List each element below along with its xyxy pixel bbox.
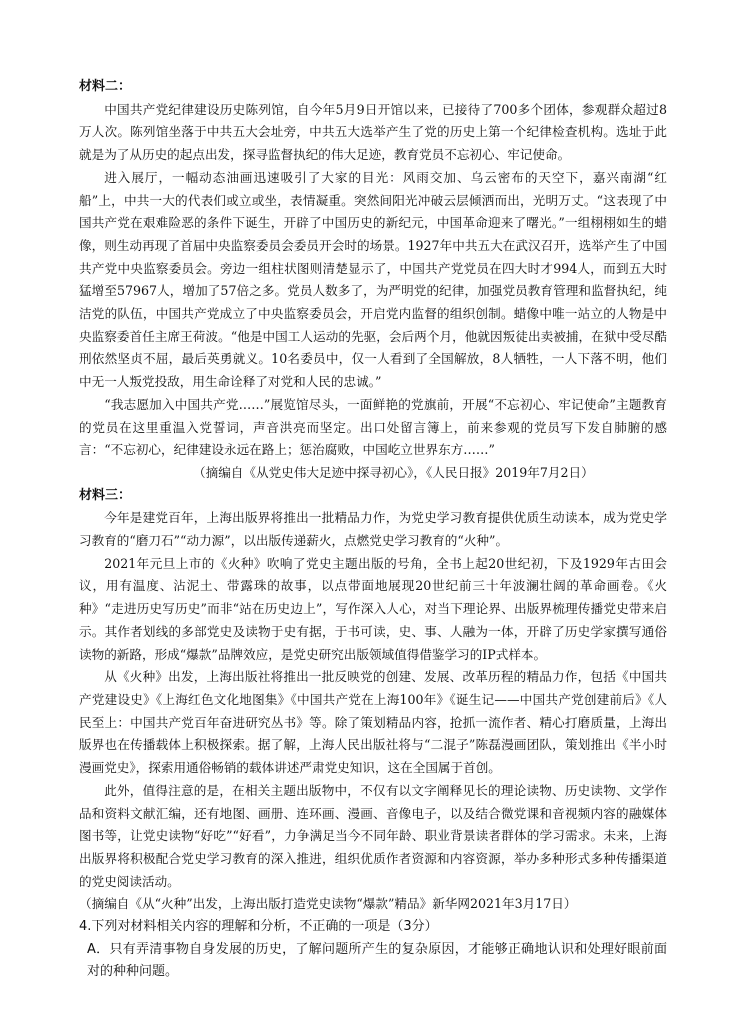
material-2-heading: 材料二：	[79, 79, 132, 94]
material-3-heading: 材料三：	[79, 487, 132, 503]
page-content	[79, 76, 667, 984]
question-option-a: A．只有弄清事物自身发展的历史，了解问题所产生的复杂原因，才能够正确地认识和处理好眼前面对的种种问题。	[87, 941, 667, 980]
material-3	[79, 485, 667, 916]
material-2-paragraph: 中国共产党纪律建设历史陈列馆，自今年5月9日开馆以来，已接待了700多个团体，参观群众超过8万人次。陈列馆坐落于中共五大会址旁，中共五大选举产生了党的历史上第一个纪律检查机构。选址于此就是为了从历史的起点出发，探寻监督执纪的伟大足迹，教育党员不忘初心、牢记使命。	[79, 101, 667, 163]
question-4	[79, 916, 667, 984]
material-2-paragraph: 进入展厅，一幅动态油画迅速吸引了大家的目光：风雨交加、乌云密布的天空下，嘉兴南湖“红船”上，中共一大的代表们或立或坐，表情凝重。突然间阳光冲破云层倾洒而出，光明万丈。“这表现了中国共产党在艰难险恶的条件下诞生，开辟了中国历史的新纪元，中国革命迎来了曙光。”一组栩栩如生的蜡像，则生动再现了首届中央监察委员会委员开会时的场景。1927年中共五大在武汉召开，选举产生了中国共产党中央监察委员会。旁边一组柱状图则清楚显示了，中国共产党党员在四大时才994人，而到五大时猛增至57967人，增加了57倍之多。党员人数多了，为严明党的纪律，加强党员教育管理和监督执纪，纯洁党的队伍，中国共产党成立了中央监察委员会，开启党内监督的组织创制。蜡像中唯一站立的人物是中央监察委首任主席王荷波。“他是中国工人运动的先驱，会后两个月，他就因叛徒出卖被捕，在狱中受尽酷刑依然坚贞不屈，最后英勇就义。10名委员中，仅一人看到了全国解放，8人牺牲，一人下落不明，他们中无一人叛党投敌，用生命诠释了对党和人民的忠诚。”	[79, 169, 667, 390]
material-3-paragraph: 2021年元旦上市的《火种》吹响了党史主题出版的号角，全书上起20世纪初，下及1929年古田会议，用有温度、沾泥土、带露珠的故事，以点带面地展现20世纪前三十年波澜壮阔的革命画卷。《火种》“走进历史写历史”而非“站在历史边上”，写作深入人心，对当下理论界、出版界梳理传播党史带来启示。其作者划线的多部党史及读物于史有据，于书可读，史、事、人融为一体，开辟了历史学家撰写通俗读物的新路，形成“爆款”品牌效应，是党史研究出版领域值得借鉴学习的IP式样本。	[79, 555, 667, 662]
material-3-paragraph: 今年是建党百年，上海出版界将推出一批精品力作，为党史学习教育提供优质生动读本，成为党史学习教育的“磨刀石”“动力源”，以出版传递薪火，点燃党史学习教育的“火种”。	[79, 510, 667, 549]
material-3-paragraph: 从《火种》出发，上海出版社将推出一批反映党的创建、发展、改革历程的精品力作，包括《中国共产党建设史》《上海红色文化地图集》《中国共产党在上海100年》《诞生记——中国共产党创建前后》《人民至上：中国共产党百年奋进研究丛书》等。除了策划精品内容，抢抓一流作者、精心打磨质量，上海出版界也在传播载体上积极探索。据了解，上海人民出版社将与“二混子”陈磊漫画团队，策划推出《半小时漫画党史》，探索用通俗畅销的载体讲述严肃党史知识，这在全国属于首创。	[79, 669, 667, 776]
material-3-source: （摘编自《从“火种”出发，上海出版打造党史读物“爆款”精品》新华网2021年3月17日）	[79, 896, 577, 912]
material-2-paragraph: “我志愿加入中国共产党……”展览馆尽头，一面鲜艳的党旗前，开展“不忘初心、牢记使命”主题教育的党员在这里重温入党誓词，声音洪亮而坚定。出口处留言簿上，前来参观的党员写下发自肺腑的感言：“不忘初心，纪律建设永远在路上；惩治腐败，中国屹立世界东方……”	[79, 396, 667, 458]
question-stem: 4.下列对材料相关内容的理解和分析，不正确的一项是（3分）	[79, 919, 438, 935]
material-2-source: （摘编自《从党史伟大足迹中探寻初心》，《人民日报》2019年7月2日）	[193, 464, 594, 480]
material-3-paragraph: 此外，值得注意的是，在相关主题出版物中，不仅有以文字阐释见长的理论读物、历史读物、文学作品和资料文献汇编，还有地图、画册、连环画、漫画、音像电子，以及结合微党课和音视频内容的融媒体图书等，让党史读物“好吃”“好看”，力争满足当今不同年龄、职业背景读者群体的学习需求。未来，上海出版界将积极配合党史学习教育的深入推进，组织优质作者资源和内容资源，举办多种形式多种传播渠道的党史阅读活动。	[79, 782, 667, 889]
material-2	[79, 76, 667, 485]
